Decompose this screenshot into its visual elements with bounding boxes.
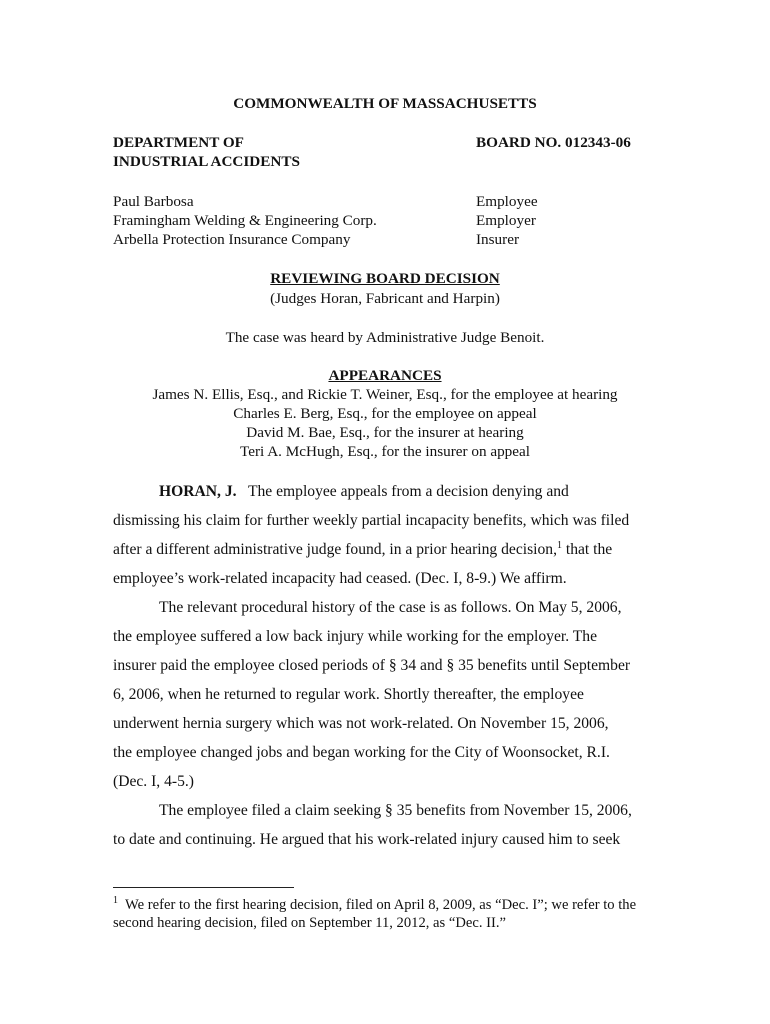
heard-by-line: The case was heard by Administrative Judge Benoit. <box>225 329 545 346</box>
party-name-employer: Framingham Welding & Engineering Corp. <box>113 212 377 229</box>
footnote-divider <box>113 887 294 888</box>
party-name-insurer: Arbella Protection Insurance Company <box>113 231 351 248</box>
appearance-line: Charles E. Berg, Esq., for the employee on appeal <box>233 405 537 422</box>
body-line: the employee suffered a low back injury while working for the employer. The <box>113 628 597 645</box>
body-text: that the <box>561 541 613 558</box>
decision-title-text: REVIEWING BOARD DECISION <box>270 270 500 287</box>
body-line: 6, 2006, when he returned to regular work. Shortly thereafter, the employee <box>113 686 584 703</box>
body-line: the employee changed jobs and began working for the City of Woonsocket, R.I. <box>113 744 610 761</box>
appearance-line: David M. Bae, Esq., for the insurer at hearing <box>246 424 524 441</box>
body-text: after a different administrative judge found, in a prior hearing decision, <box>113 541 557 558</box>
body-line <box>113 541 612 559</box>
body-text: The employee appeals from a decision denying and <box>247 483 569 500</box>
department-line-1: DEPARTMENT OF <box>113 134 244 151</box>
footnote-line <box>113 897 636 914</box>
author: HORAN, J. <box>159 483 237 500</box>
appearances-title <box>0 367 770 385</box>
footnote-number: 1 <box>113 895 118 906</box>
party-role-employee: Employee <box>476 193 538 210</box>
party-role-insurer: Insurer <box>476 231 520 248</box>
footnote-reference[interactable]: 1 <box>556 540 562 551</box>
body-line: insurer paid the employee closed periods of § 34 and § 35 benefits until September <box>113 657 631 674</box>
body-line: (Dec. I, 4-5.) <box>113 773 194 790</box>
footnote-text: We refer to the first hearing decision, filed on April 8, 2009, as “Dec. I”; we refer to the <box>125 897 637 913</box>
footnote-line: second hearing decision, filed on September 11, 2012, as “Dec. II.” <box>113 915 506 931</box>
body-line: underwent hernia surgery which was not work-related. On November 15, 2006, <box>113 715 609 732</box>
body-line: employee’s work-related incapacity had ceased. (Dec. I, 8-9.) We affirm. <box>113 570 567 587</box>
board-number: BOARD NO. 012343-06 <box>476 134 631 151</box>
appearance-line: James N. Ellis, Esq., and Rickie T. Weiner, Esq., for the employee at hearing <box>152 386 618 403</box>
decision-title <box>0 270 770 288</box>
commonwealth-heading: COMMONWEALTH OF MASSACHUSETTS <box>233 95 537 112</box>
appearances-title-text: APPEARANCES <box>328 367 442 384</box>
body-line <box>159 483 569 501</box>
body-line: to date and continuing. He argued that his work-related injury caused him to seek <box>113 831 621 848</box>
party-name-employee: Paul Barbosa <box>113 193 194 210</box>
judges-line: (Judges Horan, Fabricant and Harpin) <box>270 290 500 307</box>
body-line: The relevant procedural history of the case is as follows. On May 5, 2006, <box>159 599 622 616</box>
body-line: dismissing his claim for further weekly partial incapacity benefits, which was filed <box>113 512 630 529</box>
body-line: The employee filed a claim seeking § 35 benefits from November 15, 2006, <box>159 802 632 819</box>
party-role-employer: Employer <box>476 212 536 229</box>
appearance-line: Teri A. McHugh, Esq., for the insurer on appeal <box>240 443 530 460</box>
department-line-2: INDUSTRIAL ACCIDENTS <box>113 153 300 170</box>
